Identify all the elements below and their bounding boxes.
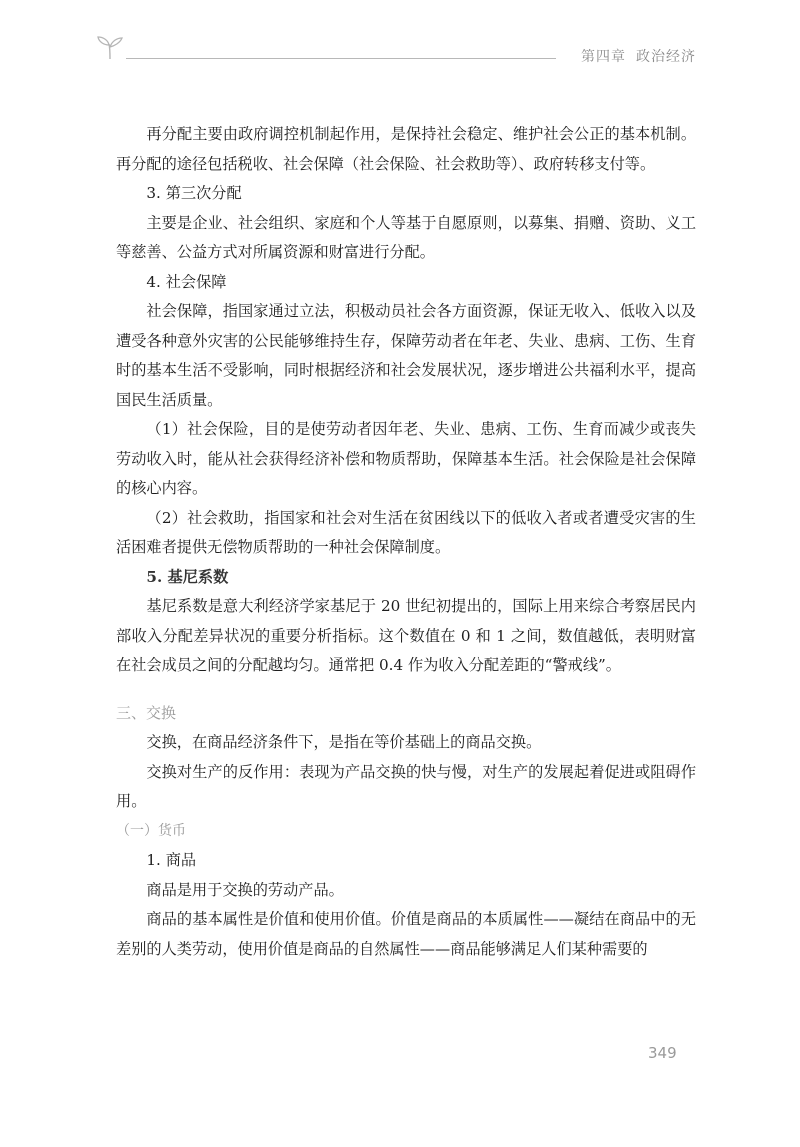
header-rule xyxy=(126,58,556,59)
page-number: 349 xyxy=(648,1044,677,1062)
chapter-number: 第四章 xyxy=(581,49,626,65)
paragraph-third-distribution: 主要是企业、社会组织、家庭和个人等基于自愿原则，以募集、捐赠、资助、义工等慈善、公益方式对所属资源和财富进行分配。 xyxy=(116,213,696,261)
paragraph-social-insurance: （1）社会保险，目的是使劳动者因年老、失业、患病、工伤、生育而减少或丧失劳动收入时，能从社会获得经济补偿和物质帮助，保障基本生活。社会保险是社会保障的核心内容。 xyxy=(116,420,696,497)
heading-gini-coefficient: 5. 基尼系数 xyxy=(146,567,229,586)
paragraph-social-security: 社会保障，指国家通过立法，积极动员社会各方面资源，保证无收入、低收入以及遭受各种意外灾害的公民能够维持生存，保障劳动者在年老、失业、患病、工伤、生育时的基本生活不受影响，同时根据经济和社会发展状况，逐步增进公共福利水平，提高国民生活质量。 xyxy=(116,302,696,409)
paragraph-redistribution: 再分配主要由政府调控机制起作用，是保持社会稳定、维护社会公正的基本机制。再分配的途径包括税收、社会保障（社会保险、社会救助等）、政府转移支付等。 xyxy=(116,125,696,173)
paragraph-exchange-reaction: 交换对生产的反作用：表现为产品交换的快与慢，对生产的发展起着促进或阻碍作用。 xyxy=(116,762,696,810)
section-exchange-heading: 三、交换 xyxy=(116,703,177,722)
heading-social-security: 4. 社会保障 xyxy=(146,272,227,291)
paragraph-gini-coefficient: 基尼系数是意大利经济学家基尼于 20 世纪初提出的，国际上用来综合考察居民内部收入分配差异状况的重要分析指标。这个数值在 0 和 1 之间，数值越低，表明财富在社会成员之间的分配越均匀。通常把 0.4 作为收入分配差距的“警戒线”。 xyxy=(116,597,696,674)
heading-third-distribution: 3. 第三次分配 xyxy=(146,184,242,202)
page-body xyxy=(116,120,696,964)
chapter-section: 政治经济 xyxy=(636,49,696,65)
paragraph-goods-definition: 商品是用于交换的劳动产品。 xyxy=(146,880,344,899)
heading-goods: 1. 商品 xyxy=(146,851,197,869)
subsection-money-heading: （一）货币 xyxy=(116,822,186,839)
sprout-icon xyxy=(96,34,124,60)
paragraph-goods-attributes: 商品的基本属性是价值和使用价值。价值是商品的本质属性——凝结在商品中的无差别的人类劳动，使用价值是商品的自然属性——商品能够满足人们某种需要的 xyxy=(116,910,696,958)
chapter-title xyxy=(571,46,696,66)
paragraph-exchange-definition: 交换，在商品经济条件下，是指在等价基础上的商品交换。 xyxy=(146,733,542,751)
paragraph-social-assistance: （2）社会救助，指国家和社会对生活在贫困线以下的低收入者或者遭受灾害的生活困难者提供无偿物质帮助的一种社会保障制度。 xyxy=(116,508,696,556)
page-header xyxy=(96,30,696,70)
